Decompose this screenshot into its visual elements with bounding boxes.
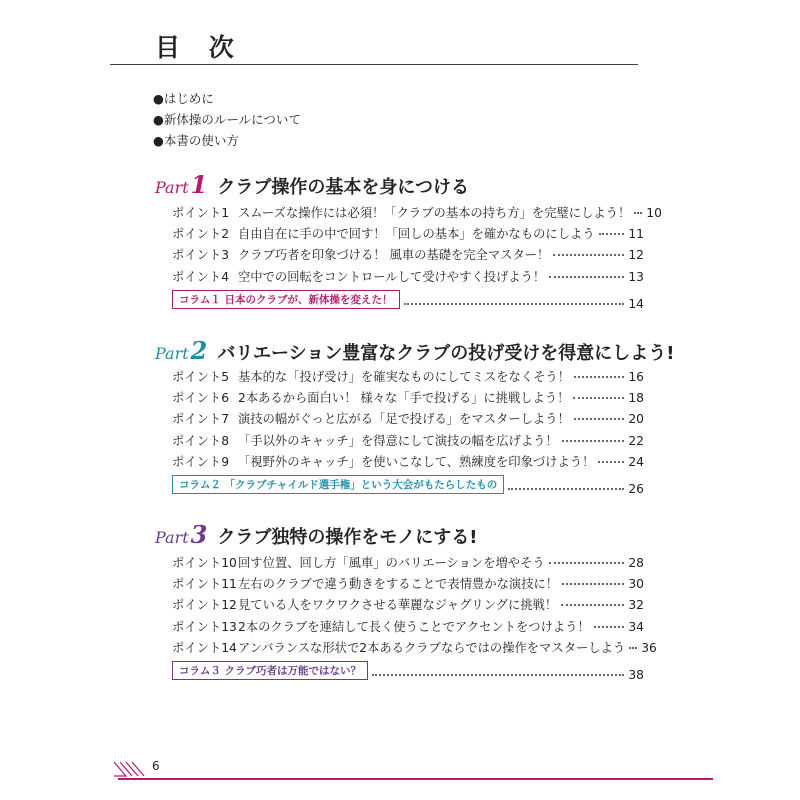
toc-entry[interactable] — [172, 595, 644, 616]
toc-entry[interactable] — [172, 203, 662, 224]
entry-page: 18 — [628, 391, 644, 406]
part-3-heading[interactable] — [155, 520, 477, 549]
leader-dots — [594, 626, 625, 628]
entry-text: 空中での回転をコントロールして受けやすく投げよう！ — [238, 269, 546, 284]
entry-page: 13 — [628, 269, 644, 284]
part-number: 1 — [190, 170, 208, 199]
part-3-entries — [172, 553, 657, 682]
leader-dots — [599, 233, 625, 235]
entry-page: 36 — [641, 640, 657, 655]
toc-entry[interactable] — [172, 267, 644, 288]
part-number: 3 — [190, 520, 208, 549]
part-word: Part — [155, 178, 189, 197]
entry-text: スムーズな操作には必須！「クラブの基本の持ち方」を完璧にしよう！ — [238, 206, 631, 220]
part-word: Part — [155, 344, 189, 363]
page-number: 6 — [152, 759, 160, 773]
intro-item[interactable]: ● 新体操のルールについて — [153, 109, 301, 130]
part-1-heading[interactable] — [155, 170, 469, 199]
column-box: コラム３ クラブ巧者は万能ではない？ — [172, 661, 368, 680]
intro-item[interactable]: ● 本書の使い方 — [153, 130, 301, 151]
entry-label: ポイント14 — [172, 640, 237, 655]
entry-text: 回す位置、回し方「風車」のバリエーションを増やそう — [238, 556, 545, 570]
leader-dots — [553, 254, 624, 256]
column-box: コラム１ 日本のクラブが、新体操を変えた！ — [172, 290, 400, 309]
entry-label: ポイント13 — [172, 619, 237, 634]
column-entry[interactable] — [172, 475, 644, 495]
toc-entry[interactable] — [172, 224, 644, 245]
entry-label: ポイント12 — [172, 598, 237, 613]
entry-page: 30 — [628, 577, 644, 592]
entry-text: 見ている人をワクワクさせる華麗なジャグリングに挑戦！ — [238, 598, 558, 613]
entry-text: 2本あるから面白い！ 様々な「手で投げる」に挑戦しよう！ — [238, 391, 570, 406]
leader-dots — [573, 397, 624, 399]
title-divider — [110, 64, 638, 65]
entry-label: ポイント7 — [172, 412, 230, 427]
leader-dots — [372, 674, 624, 676]
entry-text: 基本的な「投げ受け」を確実なものにしてミスをなくそう！ — [238, 370, 571, 384]
toc-entry[interactable] — [172, 388, 644, 409]
entry-label: ポイント4 — [172, 269, 230, 284]
part-1-entries — [172, 203, 662, 311]
toc-entry[interactable] — [172, 553, 644, 574]
entry-text: 「手以外のキャッチ」を得意にして演技の幅を広げよう！ — [238, 433, 558, 448]
part-word: Part — [155, 528, 189, 547]
leader-dots — [574, 418, 625, 420]
leader-dots — [574, 376, 624, 378]
part-2-entries — [172, 367, 644, 495]
entry-page: 10 — [646, 206, 662, 220]
entry-page: 32 — [628, 598, 644, 613]
part-title: クラブ独特の操作をモノにする! — [217, 527, 478, 548]
entry-page: 20 — [628, 412, 644, 427]
column-box: コラム２ 「クラブチャイルド選手権」という大会がもたらしたもの — [172, 475, 504, 494]
entry-label: ポイント3 — [172, 248, 230, 263]
column-page: 14 — [628, 296, 644, 311]
toc-entry[interactable] — [172, 367, 644, 388]
entry-page: 28 — [628, 556, 644, 570]
entry-text: 自由自在に手の中で回す！「回しの基本」を確かなものにしよう — [238, 227, 595, 242]
entry-label: ポイント9 — [172, 454, 230, 469]
leader-dots — [634, 212, 642, 214]
entry-page: 24 — [628, 454, 644, 469]
part-2-heading[interactable] — [155, 336, 675, 365]
toc-title: 目 次 — [155, 33, 244, 62]
entry-label: ポイント10 — [172, 556, 237, 570]
entry-text: 2本のクラブを連結して長く使うことでアクセントをつけよう！ — [238, 619, 590, 634]
entry-text: 「視野外のキャッチ」を使いこなして、熟練度を印象づけよう！ — [238, 454, 595, 469]
entry-label: ポイント1 — [172, 206, 230, 220]
leader-dots — [562, 583, 624, 585]
part-number: 2 — [190, 336, 208, 365]
entry-label: ポイント2 — [172, 227, 230, 242]
toc-entry[interactable] — [172, 452, 644, 473]
toc-entry[interactable] — [172, 638, 657, 659]
toc-entry[interactable] — [172, 409, 644, 430]
entry-page: 16 — [628, 370, 644, 384]
entry-page: 34 — [628, 619, 644, 634]
entry-label: ポイント5 — [172, 370, 230, 384]
entry-label: ポイント8 — [172, 433, 230, 448]
leader-dots — [549, 562, 625, 564]
entry-page: 22 — [628, 433, 644, 448]
part-title: バリエーション豊富なクラブの投げ受けを得意にしよう! — [217, 343, 675, 364]
column-page: 26 — [628, 481, 644, 496]
leader-dots — [549, 276, 624, 278]
intro-list — [153, 88, 301, 151]
column-page: 38 — [628, 667, 644, 682]
intro-item[interactable]: ● はじめに — [153, 88, 301, 109]
toc-entry[interactable] — [172, 245, 644, 266]
column-entry[interactable] — [172, 290, 644, 310]
entry-label: ポイント6 — [172, 391, 230, 406]
entry-label: ポイント11 — [172, 577, 237, 592]
column-entry[interactable] — [172, 661, 644, 681]
leader-dots — [562, 440, 625, 442]
entry-page: 12 — [628, 248, 644, 263]
entry-text: クラブ巧者を印象づける！ 風車の基礎を完全マスター！ — [238, 248, 550, 263]
leader-dots — [508, 488, 624, 490]
leader-dots — [598, 461, 624, 463]
leader-dots — [629, 647, 637, 649]
part-title: クラブ操作の基本を身につける — [217, 177, 470, 198]
entry-text: 左右のクラブで違う動きをすることで表情豊かな演技に！ — [238, 577, 559, 592]
toc-entry[interactable] — [172, 574, 644, 595]
leader-dots — [404, 303, 625, 305]
entry-page: 11 — [628, 227, 644, 242]
toc-entry[interactable] — [172, 431, 644, 452]
toc-entry[interactable] — [172, 617, 644, 638]
entry-text: アンバランスな形状で2本あるクラブならではの操作をマスターしよう — [238, 640, 626, 655]
leader-dots — [561, 604, 624, 606]
footer-rule — [118, 778, 713, 780]
entry-text: 演技の幅がぐっと広がる「足で投げる」をマスターしよう！ — [238, 412, 570, 427]
